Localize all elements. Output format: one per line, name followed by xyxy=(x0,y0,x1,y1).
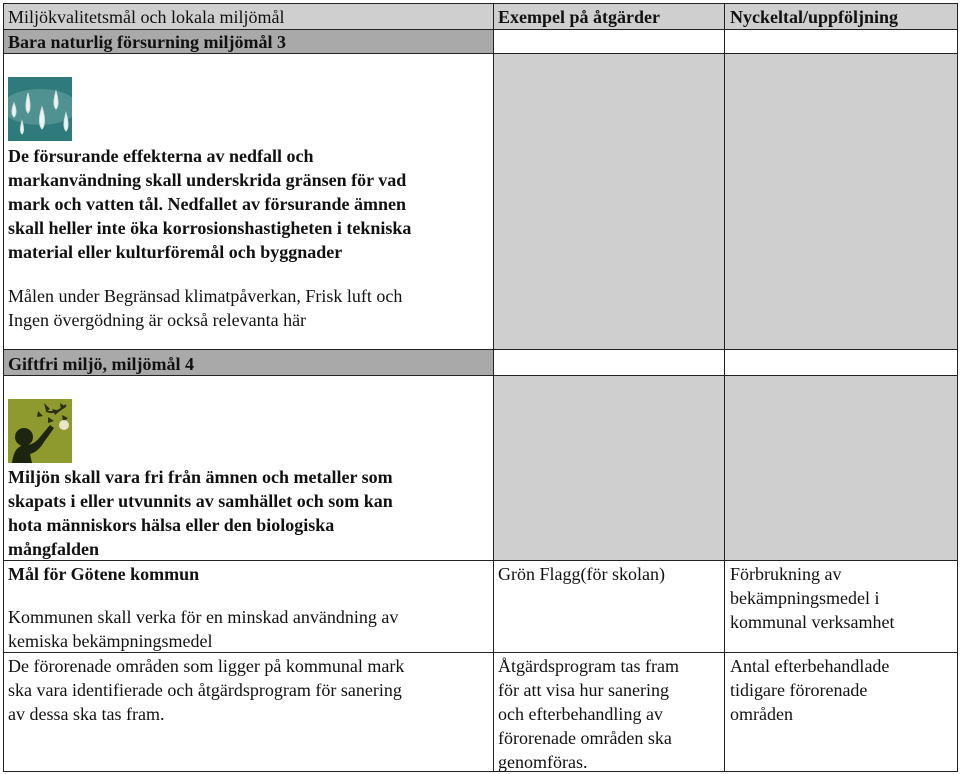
row2-metric-line-1: Antal efterbehandlade xyxy=(730,656,890,676)
row2-goal-line-2: ska vara identifierade och åtgärdsprogram för sanering xyxy=(8,680,402,700)
col-divider-1 xyxy=(493,3,494,772)
row2-action-line-3: och efterbehandling av xyxy=(498,704,663,724)
goal4-description-line-2: skapats i eller utvunnits av samhället och som kan xyxy=(8,491,393,511)
row1-goal-line-1: Kommunen skall verka för en minskad användning av xyxy=(8,607,399,627)
rain-drops-icon xyxy=(8,77,72,141)
row2-action-line-5: genomföras. xyxy=(498,752,588,772)
row2-metric-line-2: tidigare förorenade xyxy=(730,680,868,700)
row-divider-goal4 xyxy=(3,349,958,350)
person-tree-icon xyxy=(8,399,72,463)
border-top xyxy=(3,3,958,4)
header-metrics: Nyckeltal/uppföljning xyxy=(730,7,899,27)
local-goals-heading: Mål för Götene kommun xyxy=(8,564,200,584)
goal4-description-line-3: hota människors hälsa eller den biologiska xyxy=(8,515,335,535)
goal4-description-line-1: Miljön skall vara fri från ämnen och metaller som xyxy=(8,467,393,487)
header-actions: Exempel på åtgärder xyxy=(498,7,660,27)
row2-goal-line-1: De förorenade områden som ligger på kommunal mark xyxy=(8,656,405,676)
goal3-note-line-2: Ingen övergödning är också relevanta här xyxy=(8,310,307,330)
goal3-metrics-cell xyxy=(724,53,958,349)
goal3-description-line-5: material eller kulturföremål och byggnader xyxy=(8,242,343,262)
row2-action-line-2: för att visa hur sanering xyxy=(498,680,669,700)
border-left xyxy=(3,3,4,772)
goal3-description-line-2: markanvändning skall underskrida gränsen för vad xyxy=(8,170,407,190)
row-divider-local xyxy=(3,560,958,561)
row2-action-line-1: Åtgärdsprogram tas fram xyxy=(498,656,679,676)
row1-metric-line-1: Förbrukning av xyxy=(730,564,842,584)
goal3-description-line-3: mark och vatten tål. Nedfallet av försurande ämnen xyxy=(8,194,406,214)
header-goals: Miljökvalitetsmål och lokala miljömål xyxy=(8,7,285,27)
row1-goal-line-2: kemiska bekämpningsmedel xyxy=(8,631,213,651)
border-bottom xyxy=(3,771,958,772)
row2-action-line-4: förorenade områden ska xyxy=(498,728,672,748)
goal3-heading: Bara naturlig försurning miljömål 3 xyxy=(8,32,286,52)
goal3-note-line-1: Målen under Begränsad klimatpåverkan, Frisk luft och xyxy=(8,286,403,306)
row1-metric-line-2: bekämpningsmedel i xyxy=(730,588,880,608)
goal4-metrics-cell xyxy=(724,375,958,560)
goal4-description-line-4: mångfalden xyxy=(8,539,100,559)
goal4-actions-cell xyxy=(493,375,724,560)
goal3-actions-cell xyxy=(493,53,724,349)
row2-metric-line-3: områden xyxy=(730,704,793,724)
row1-metric-line-3: kommunal verksamhet xyxy=(730,612,895,632)
col-divider-2 xyxy=(724,3,725,772)
border-right xyxy=(957,3,958,772)
row2-goal-line-3: av dessa ska tas fram. xyxy=(8,704,165,724)
goal3-description-line-1: De försurande effekterna av nedfall och xyxy=(8,146,314,166)
goal3-description-line-4: skall heller inte öka korrosionshastigheten i tekniska xyxy=(8,218,412,238)
goal4-heading: Giftfri miljö, miljömål 4 xyxy=(8,354,194,374)
row1-action-line-1: Grön Flagg(för skolan) xyxy=(498,564,665,584)
